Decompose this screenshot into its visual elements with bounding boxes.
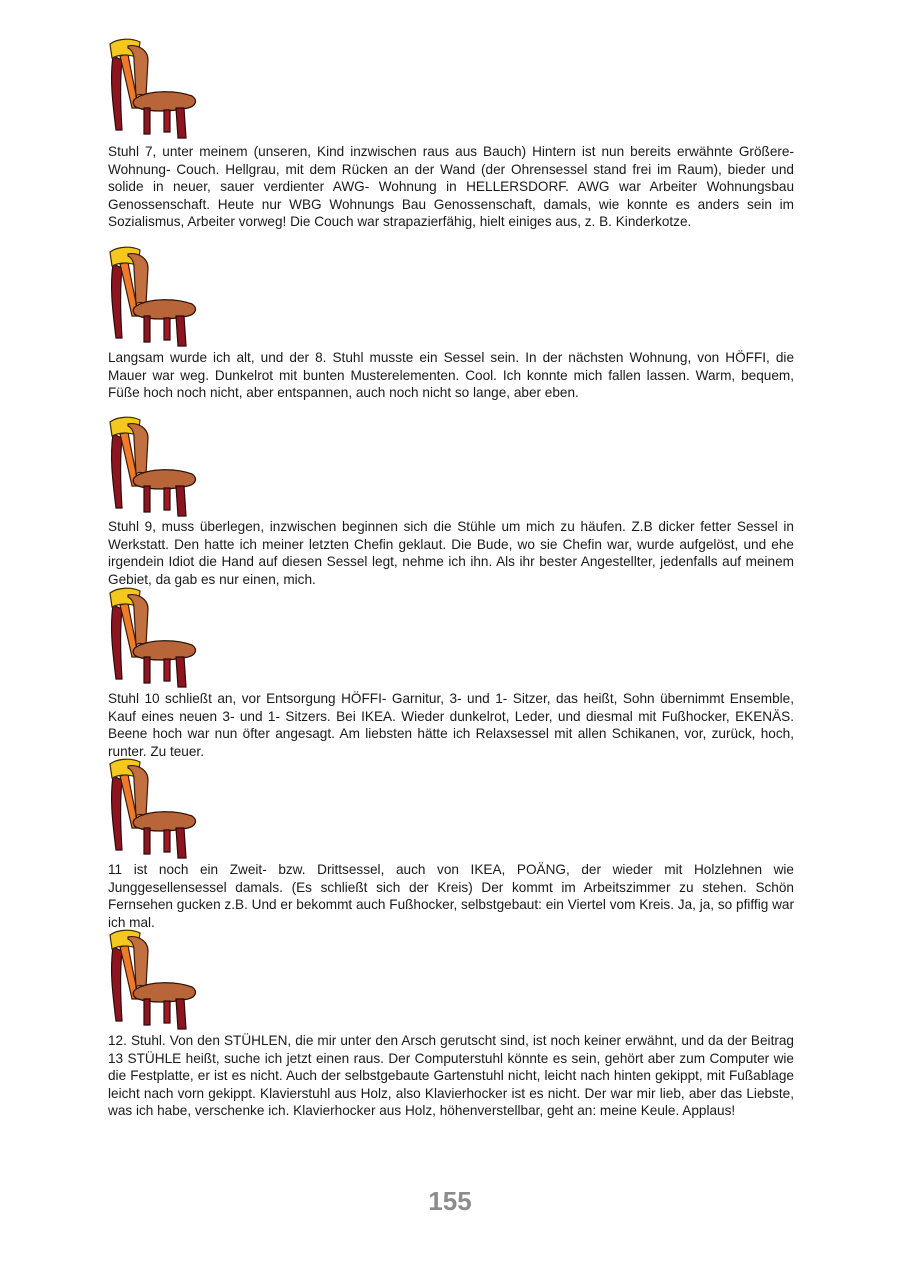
paragraph-stuhl-8: Langsam wurde ich alt, und der 8. Stuhl musste ein Sessel sein. In der nächsten Wohnung, von HÖFFI, die Mauer war weg. Dunkelrot mit bunten Musterelementen. Cool. Ich konnte mich fallen lassen. Warm, bequem, Füße hoch noch nicht, aber entspannen, auch noch nicht so lange, aber eben. bbox=[108, 350, 794, 401]
paragraph-stuhl-11: 11 ist noch ein Zweit- bzw. Drittsessel, auch von IKEA, POÄNG, der wieder mit Holzlehnen wie Junggesellensessel damals. (Es schließt sich der Kreis) Der kommt im Arbeitszimmer zu stehen. Schön Fernsehen gucken z.B. Und er bekommt auch Fußhocker, selbstgebaut: ein Viertel vom Kreis. Ja, ja, so pfiffig war ich mal. bbox=[108, 862, 794, 930]
page-number: 155 bbox=[428, 1186, 472, 1216]
paragraph-stuhl-12: 12. Stuhl. Von den STÜHLEN, die mir unter den Arsch gerutscht sind, ist noch keiner erwähnt, und da der Beitrag 13 STÜHLE heißt, suche ich jetzt einen raus. Der Computerstuhl könnte es sein, gehört aber zum Computer wie die Festplatte, er ist es nicht. Auch der selbstgebaute Gartenstuhl nicht, leicht nach hinten gekippt, mit Fußablage leicht nach vorn gekippt. Klavierstuhl aus Holz, also Klavierhocker ist es nicht. Der war mir lieb, aber das Liebste, was ich habe, verschenke ich. Klavierhocker aus Holz, höhenverstellbar, geht an: meine Keule. Applaus! bbox=[108, 1033, 794, 1119]
chair-icon bbox=[104, 758, 200, 860]
chair-icon bbox=[104, 416, 200, 518]
paragraph-stuhl-7: Stuhl 7, unter meinem (unseren, Kind inzwischen raus aus Bauch) Hintern ist nun bereits erwähnte Größere- Wohnung- Couch. Hellgrau, mit dem Rücken an der Wand (der Ohrensessel stand frei im Raum), bieder und solide in neuer, sauer verdienter AWG- Wohnung in HELLERSDORF. AWG war Arbeiter Wohnungsbau Genossenschaft. Heute nur WBG Wohnungs Bau Genossenschaft, damals, wie konnte es anders sein im Sozialismus, Arbeiter vorweg! Die Couch war strapazierfähig, hielt einiges aus, z. B. Kinderkotze. bbox=[108, 144, 794, 230]
paragraph-stuhl-10: Stuhl 10 schließt an, vor Entsorgung HÖFFI- Garnitur, 3- und 1- Sitzer, das heißt, Sohn übernimmt Ensemble, Kauf eines neuen 3- und 1- Sitzers. Bei IKEA. Wieder dunkelrot, Leder, und diesmal mit Fußhocker, EKENÄS. Beene hoch war nun öfter angesagt. Am liebsten hätte ich Relaxsessel mit allen Schikanen, vor, zurück, hoch, runter. Zu teuer. bbox=[108, 691, 794, 759]
chair-icon bbox=[104, 929, 200, 1031]
chair-icon bbox=[104, 246, 200, 348]
chair-icon bbox=[104, 38, 200, 140]
chair-icon bbox=[104, 587, 200, 689]
paragraph-stuhl-9: Stuhl 9, muss überlegen, inzwischen beginnen sich die Stühle um mich zu häufen. Z.B dicker fetter Sessel in Werkstatt. Den hatte ich meiner letzten Chefin geklaut. Die Bude, wo sie Chefin war, wurde aufgelöst, und ehe irgendein Idiot die Hand auf diesen Sessel legt, nehme ich ihn. Als ihr bester Angestellter, jedenfalls auf meinem Gebiet, da gab es nur einen, mich. bbox=[108, 519, 794, 587]
